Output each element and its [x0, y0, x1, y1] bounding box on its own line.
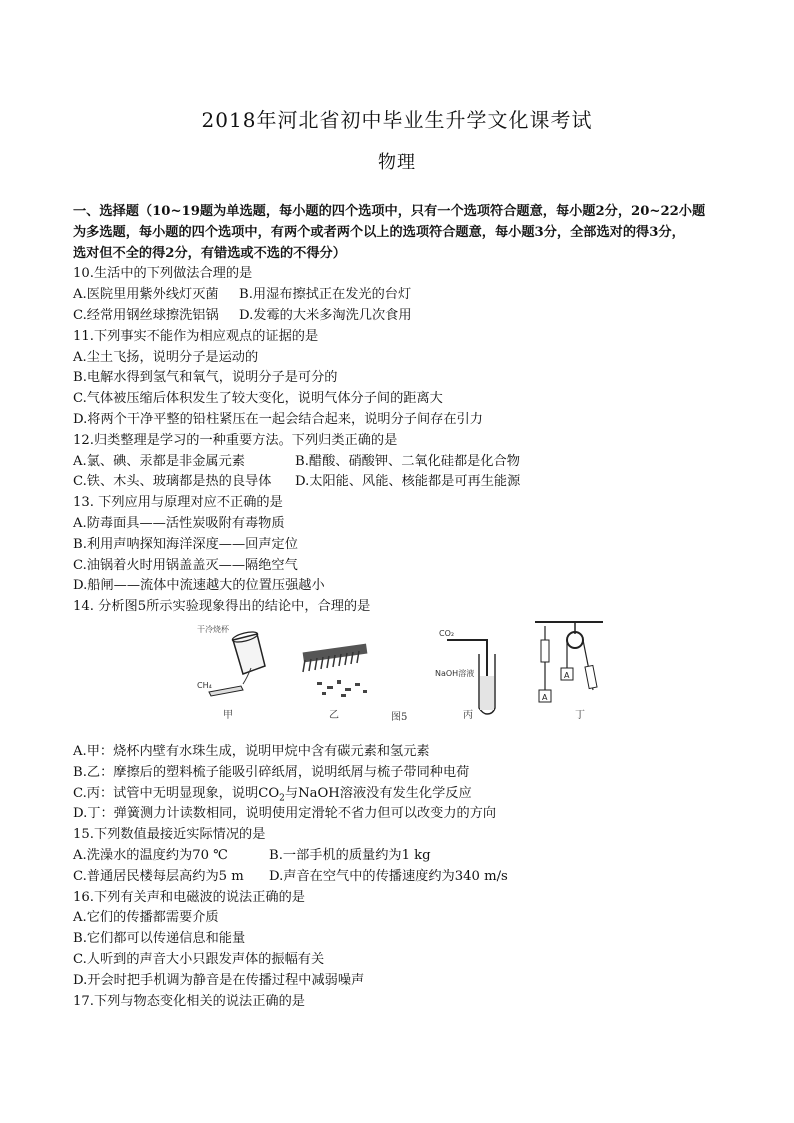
q12-option-b: B.醋酸、硝酸钾、二氧化硅都是化合物	[295, 453, 520, 469]
weight-right-label: A	[564, 670, 570, 680]
question-17-stem: 17.下列与物态变化相关的说法正确的是	[73, 993, 305, 1009]
ch4-label: CH₄	[197, 680, 212, 690]
q10-option-a: A.医院里用紫外线灯灭菌	[73, 287, 219, 303]
question-12-options-row-2	[73, 472, 743, 493]
q16-option-a: A.它们的传播都需要介质	[73, 910, 219, 926]
q11-option-d: D.将两个干净平整的铅柱紧压在一起会结合起来，说明分子间存在引力	[73, 411, 483, 427]
q10-option-b: B.用湿布擦拭正在发光的台灯	[239, 287, 412, 303]
experiment-bing	[435, 629, 495, 721]
q12-option-d: D.太阳能、风能、核能都是可再生能源	[295, 474, 521, 490]
question-14-stem: 14. 分析图5所示实验现象得出的结论中，合理的是	[73, 599, 371, 615]
q15-option-b: B.一部手机的质量约为1 kg	[269, 847, 431, 863]
q11-option-c: C.气体被压缩后体积发生了较大变化，说明气体分子间的距离大	[73, 391, 443, 407]
q12-option-a: A.氯、碘、汞都是非金属元素	[73, 453, 245, 469]
q14-option-d: D.丁：弹簧测力计读数相同，说明使用定滑轮不省力但可以改变力的方向	[73, 806, 497, 822]
q14-option-c-sub: 2	[279, 793, 285, 804]
question-10-stem: 10.生活中的下列做法合理的是	[73, 266, 253, 282]
question-12-stem: 12.归类整理是学习的一种重要方法。下列归类正确的是	[73, 432, 398, 448]
exam-title: 2018年河北省初中毕业生升学文化课考试	[201, 108, 593, 132]
q16-option-b: B.它们都可以传递信息和能量	[73, 931, 246, 947]
q13-option-b: B.利用声呐探知海洋深度——回声定位	[73, 536, 298, 552]
label-ding: 丁	[575, 709, 585, 721]
experiment-jia	[197, 624, 265, 721]
naoh-solution	[480, 676, 494, 710]
cup-label: 干冷烧杯	[197, 624, 229, 634]
co2-label: CO₂	[439, 628, 455, 638]
figure-5-drawing	[195, 620, 605, 736]
spring-balance-right	[585, 665, 597, 688]
q15-option-d: D.声音在空气中的传播速度约为340 m/s	[269, 868, 508, 884]
question-11-stem: 11.下列事实不能作为相应观点的证据的是	[73, 328, 319, 344]
q13-option-a: A.防毒面具——活性炭吸附有毒物质	[73, 515, 285, 531]
spring-balance-left	[541, 640, 549, 662]
gas-tube	[209, 686, 243, 696]
naoh-label: NaOH溶液	[435, 668, 475, 678]
question-15-stem: 15.下列数值最接近实际情况的是	[73, 827, 266, 843]
q12-option-c: C.铁、木头、玻璃都是热的良导体	[73, 474, 272, 490]
q15-option-c: C.普通居民楼每层高约为5 m	[73, 868, 244, 884]
question-13-stem: 13. 下列应用与原理对应不正确的是	[73, 495, 283, 511]
q11-option-b: B.电解水得到氢气和氧气，说明分子是可分的	[73, 370, 338, 386]
q14-option-a: A.甲：烧杯内壁有水珠生成，说明甲烷中含有碳元素和氢元素	[73, 743, 430, 759]
question-16-stem: 16.下列有关声和电磁波的说法正确的是	[73, 889, 305, 905]
q13-option-c: C.油锅着火时用锅盖盖灭——隔绝空气	[73, 557, 298, 573]
pulley-wheel	[567, 632, 583, 648]
question-10-options-row-1	[73, 285, 743, 306]
subject-title: 物理	[378, 152, 416, 173]
label-jia: 甲	[223, 709, 233, 721]
question-15-options-row-1	[73, 846, 743, 867]
label-yi: 乙	[329, 709, 339, 721]
q14-option-c-pre: C.丙：试管中无明显现象，说明CO	[73, 785, 280, 801]
q16-option-c: C.人听到的声音大小只跟发声体的振幅有关	[73, 951, 325, 967]
label-bing: 丙	[463, 709, 473, 721]
section-instructions-line-2: 为多选题，每小题的四个选项中，有两个或者两个以上的选项符合题意，每小题3分，全部选对的得3分，	[73, 224, 685, 240]
q14-option-b: B.乙：摩擦后的塑料梳子能吸引碎纸屑，说明纸屑与梳子带同种电荷	[73, 764, 470, 780]
q11-option-a: A.尘土飞扬，说明分子是运动的	[73, 349, 259, 365]
q10-option-d: D.发霉的大米多淘洗几次食用	[239, 307, 412, 323]
q14-option-c-post: 与NaOH溶液没有发生化学反应	[284, 785, 472, 801]
q14-option-c	[73, 784, 743, 805]
figure-caption: 图5	[391, 711, 408, 723]
exam-content	[73, 202, 743, 1012]
question-10-options-row-2	[73, 306, 743, 327]
weight-left-label: A	[542, 692, 548, 702]
figure-5	[73, 620, 743, 738]
paper-bits	[317, 680, 367, 697]
question-15-options-row-2	[73, 867, 743, 888]
q15-option-a: A.洗澡水的温度约为70 ℃	[73, 847, 228, 863]
section-instructions-line-1: 一、选择题（10~19题为单选题，每小题的四个选项中，只有一个选项符合题意，每小题2分，20~22小题	[73, 204, 706, 219]
section-instructions-line-3: 选对但不全的得2分，有错选或不选的不得分）	[73, 245, 346, 261]
experiment-ding	[535, 622, 603, 721]
question-12-options-row-1	[73, 452, 743, 473]
experiment-yi	[303, 644, 408, 723]
q13-option-d: D.船闸——流体中流速越大的位置压强越小	[73, 578, 325, 594]
q16-option-d: D.开会时把手机调为静音是在传播过程中减弱噪声	[73, 972, 365, 988]
q10-option-c: C.经常用钢丝球擦洗铝锅	[73, 307, 219, 323]
